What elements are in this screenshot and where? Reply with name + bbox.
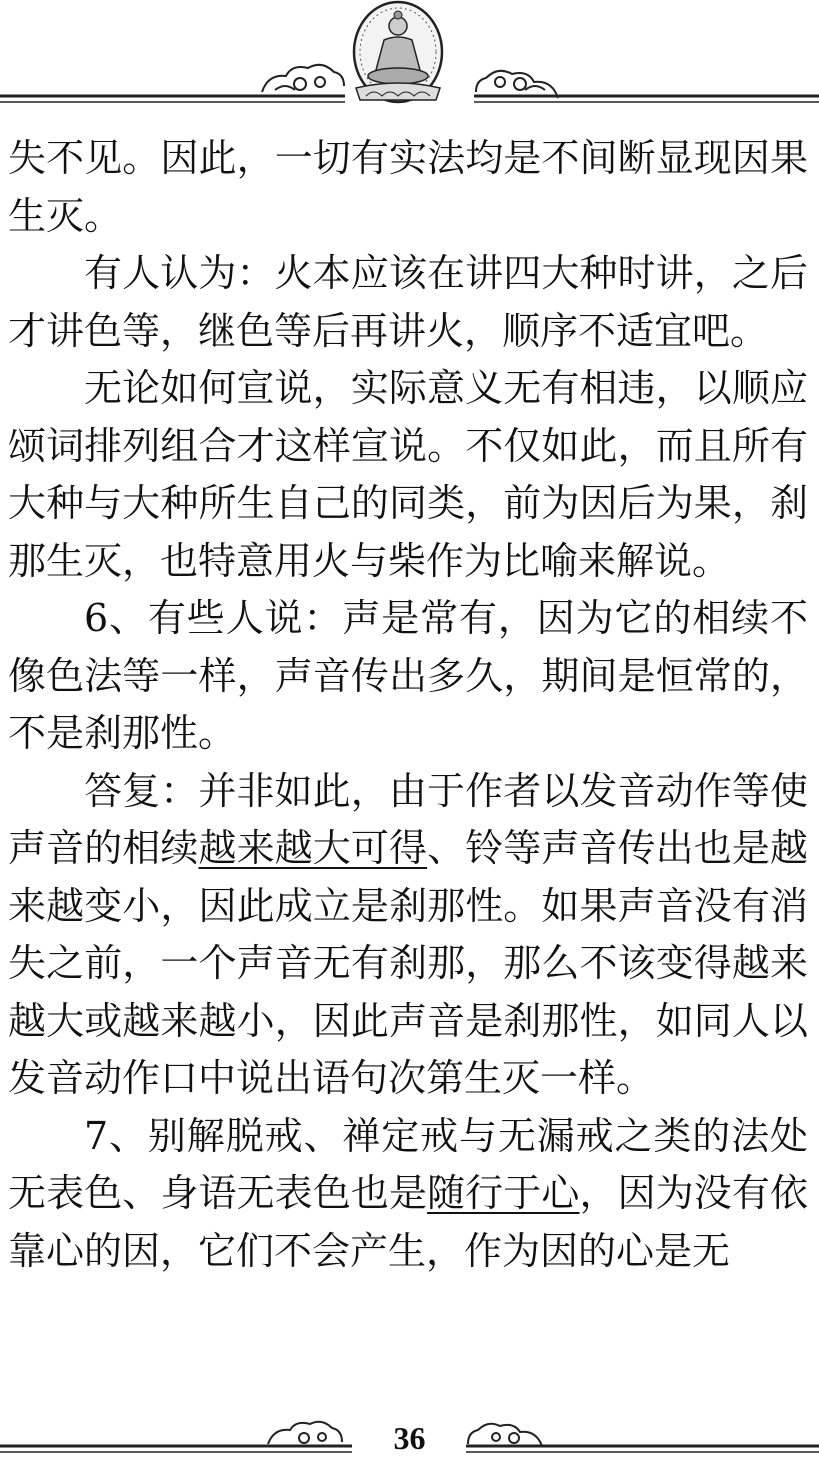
left-cloud-ornament: [262, 65, 344, 92]
header-ornament: [0, 0, 819, 120]
page-body: [8, 130, 808, 1280]
text-segment: ，因为没有依靠心的因，它们不会产生，作为因的心是无: [8, 1171, 808, 1273]
text-segment: 无论如何宣说，实际意义无有相违，以顺应颂词排列组合才这样宣说。不仅如此，而且所有大种与大种所生自己的同类，前为因后为果，刹那生灭，也特意用火与柴作为比喻来解说。: [8, 366, 808, 583]
text-segment: 6、有些人说：声是常有，因为它的相续不像色法等一样，声音传出多久，期间是恒常的，不是刹那性。: [8, 596, 808, 755]
text-segment: 7、别解脱戒、禅定戒与无漏戒之类的法处无表色、身语无表色也是: [8, 1113, 808, 1215]
underlined-text: 越来越大可得: [198, 826, 428, 870]
page-number: 36: [393, 1420, 426, 1456]
text-segment: 有人认为：火本应该在讲四大种时讲，之后才讲色等，继色等后再讲火，顺序不适宜吧。: [8, 251, 808, 353]
text-segment: 失不见。因此，一切有实法均是不间断显现因果生灭。: [8, 136, 808, 238]
page-header: [0, 0, 819, 120]
paragraph: [8, 360, 808, 590]
text-segment: 、铃等声音传出也是越来越变小，因此成立是刹那性。如果声音没有消失之前，一个声音无有刹那，那么不该变得越来越大或越来越小，因此声音是刹那性，如同人以发音动作口中说出语句次第生灭一样。: [8, 826, 808, 1100]
paragraph: [8, 1108, 808, 1281]
right-cloud-ornament: [476, 71, 558, 98]
paragraph: [8, 245, 808, 360]
text-segment: 答复：并非如此，由于作者以发音动作等使声音的相续: [8, 768, 808, 870]
page-footer: [0, 1410, 819, 1468]
paragraph: [8, 763, 808, 1108]
paragraph: [8, 130, 808, 245]
buddha-image: [354, 2, 442, 102]
underlined-text: 随行于心: [427, 1171, 580, 1215]
paragraph: [8, 590, 808, 763]
